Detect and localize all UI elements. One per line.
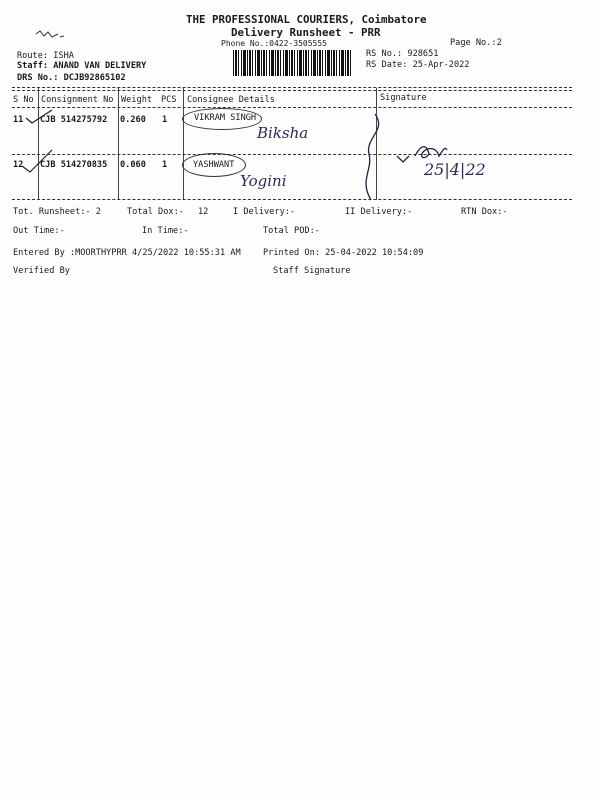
signature-scribble bbox=[355, 110, 465, 205]
phone-number: Phone No.:0422-3505555 bbox=[221, 39, 327, 48]
row1-consignment: CJB 514275792 bbox=[40, 115, 108, 125]
handwritten-date: 25|4|22 bbox=[424, 160, 486, 179]
out-time: Out Time:- bbox=[13, 226, 65, 236]
row1-handwritten-name: Biksha bbox=[257, 124, 309, 142]
row2-handwritten-name: Yogini bbox=[240, 172, 287, 190]
page-number: Page No.:2 bbox=[450, 38, 502, 48]
rs-number: RS No.: 928651 bbox=[366, 49, 439, 59]
col-header-weight: Weight bbox=[121, 95, 153, 105]
total-dox-label: Total Dox:- bbox=[127, 207, 184, 217]
col-line bbox=[38, 88, 39, 200]
divider-bottom bbox=[12, 199, 572, 200]
col-header-consignment: Consignment No bbox=[41, 95, 114, 105]
col-header-signature: Signature bbox=[380, 93, 427, 103]
col-line bbox=[118, 88, 119, 200]
row2-consignee: YASHWANT bbox=[193, 160, 235, 170]
row2-pcs: 1 bbox=[162, 160, 168, 170]
rs-date: RS Date: 25-Apr-2022 bbox=[366, 60, 470, 70]
printed-on: Printed On: 25-04-2022 10:54:09 bbox=[263, 248, 424, 258]
entered-by: Entered By :MOORTHYPRR 4/25/2022 10:55:31 AM bbox=[13, 248, 241, 258]
col-header-consignee: Consignee Details bbox=[187, 95, 275, 105]
divider-top-2 bbox=[12, 90, 572, 91]
verified-by: Verified By bbox=[13, 266, 70, 276]
row1-consignee: VIKRAM SINGH bbox=[194, 113, 257, 123]
col-line bbox=[183, 88, 184, 200]
in-time: In Time:- bbox=[142, 226, 189, 236]
header-divider bbox=[12, 107, 572, 108]
divider-top bbox=[12, 87, 572, 88]
staff-signature: Staff Signature bbox=[273, 266, 351, 276]
rtn-dox: RTN Dox:- bbox=[461, 207, 508, 217]
row1-check-mark bbox=[24, 108, 54, 126]
row1-pcs: 1 bbox=[162, 115, 168, 125]
staff-label: Staff: ANAND VAN DELIVERY bbox=[17, 61, 147, 71]
row-divider bbox=[12, 154, 572, 155]
row2-consignment: CJB 514270835 bbox=[40, 160, 108, 170]
logo-mark bbox=[34, 28, 68, 42]
row2-sno: 12 bbox=[13, 160, 24, 170]
i-delivery: I Delivery:- bbox=[233, 207, 296, 217]
col-header-pcs: PCS bbox=[161, 95, 177, 105]
row2-check-mark bbox=[20, 148, 54, 174]
total-pod: Total POD:- bbox=[263, 226, 320, 236]
route-label: Route: ISHA bbox=[17, 51, 74, 61]
col-header-sno: S No bbox=[13, 95, 34, 105]
row1-weight: 0.260 bbox=[120, 115, 146, 125]
total-dox-value: 12 bbox=[198, 207, 209, 217]
tot-runsheet: Tot. Runsheet:- 2 bbox=[13, 207, 101, 217]
company-name: THE PROFESSIONAL COURIERS, Coimbatore bbox=[186, 13, 427, 26]
ii-delivery: II Delivery:- bbox=[345, 207, 413, 217]
runsheet-title: Delivery Runsheet - PRR bbox=[231, 26, 381, 39]
row1-sno: 11 bbox=[13, 115, 24, 125]
barcode bbox=[233, 50, 353, 76]
row2-weight: 0.060 bbox=[120, 160, 146, 170]
drs-number: DRS No.: DCJB92865102 bbox=[17, 73, 126, 83]
